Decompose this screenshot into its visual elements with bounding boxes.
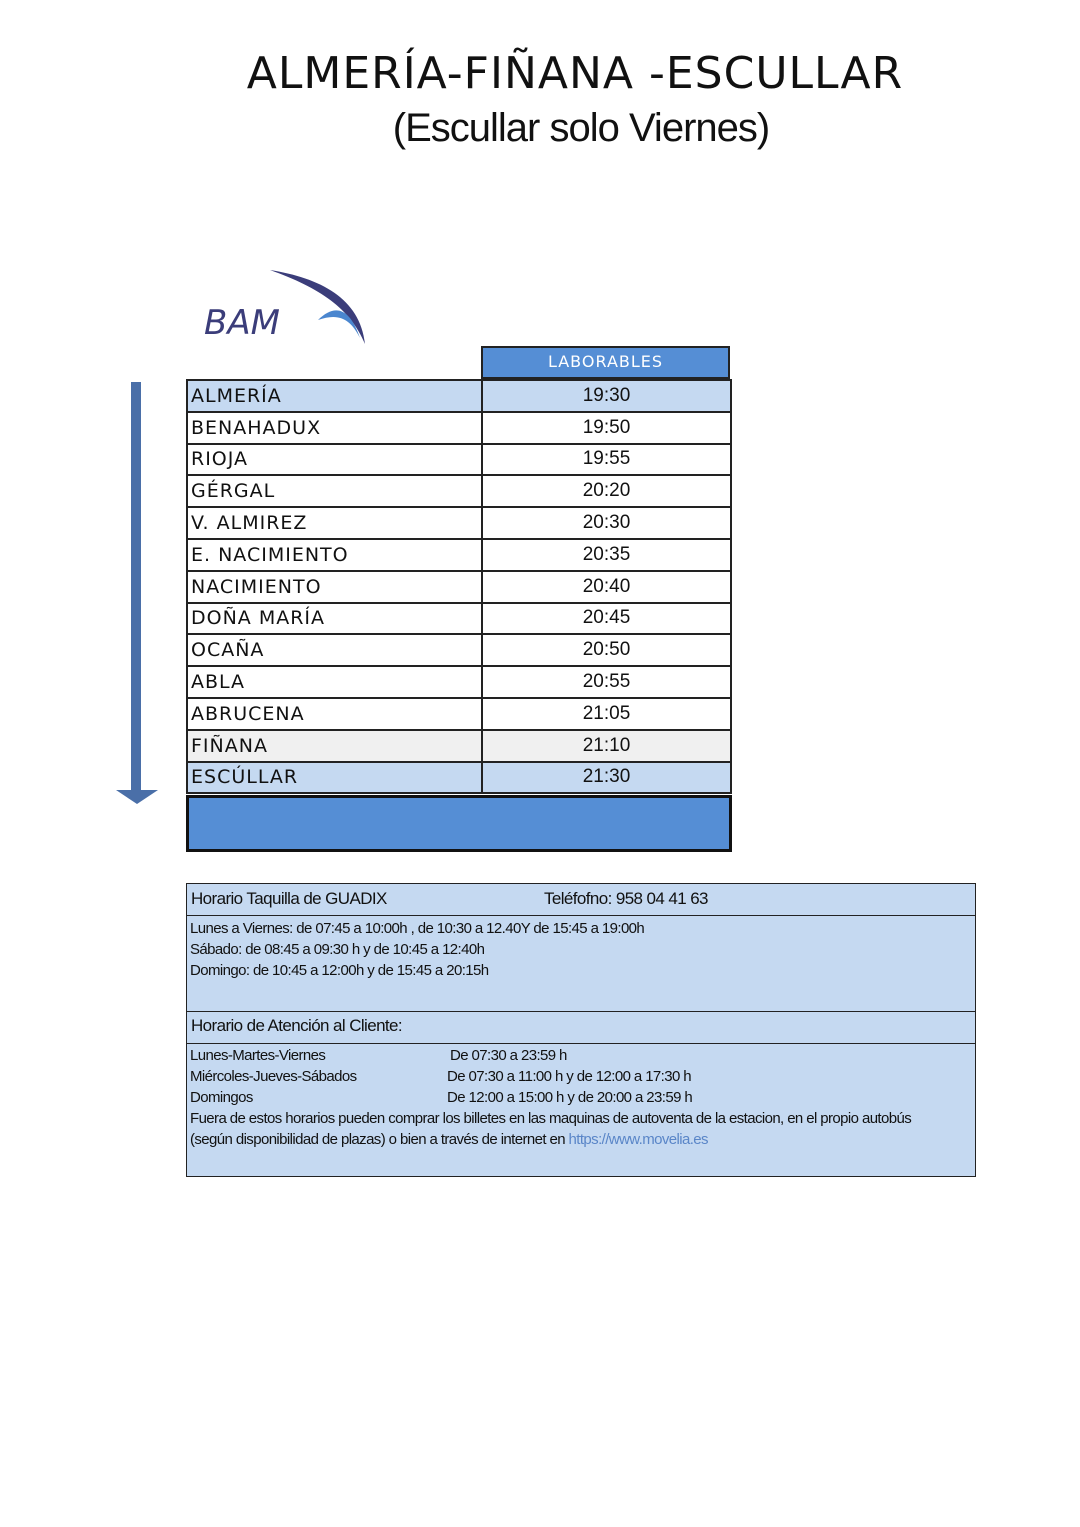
stop-name: GÉRGAL	[187, 475, 482, 507]
bam-logo	[200, 268, 370, 348]
departure-time: 20:30	[482, 507, 731, 539]
purchase-note: Fuera de estos horarios pueden comprar los billetes en las maquinas de autoventa de la estacion, en el propio autobús	[190, 1110, 912, 1127]
departure-time: 19:50	[482, 412, 731, 444]
schedule-row	[187, 603, 731, 635]
schedule-row	[187, 507, 731, 539]
stop-name: DOÑA MARÍA	[187, 603, 482, 635]
logo-text: BAM	[204, 303, 280, 343]
departure-time: 21:10	[482, 730, 731, 762]
stop-name: ALMERÍA	[187, 380, 482, 412]
schedule-row	[187, 475, 731, 507]
stop-name: OCAÑA	[187, 634, 482, 666]
customer-care-title: Horario de Atención al Cliente:	[186, 1011, 976, 1044]
care-row-value: De 07:30 a 23:59 h	[450, 1047, 567, 1064]
direction-arrow-icon	[112, 380, 162, 810]
departure-time: 21:05	[482, 698, 731, 730]
schedule-footer-bar	[186, 795, 732, 852]
schedule-row	[187, 730, 731, 762]
purchase-note-text: (según disponibilidad de plazas) o bien a través de internet en	[190, 1131, 569, 1148]
schedule-column-header: LABORABLES	[481, 346, 730, 379]
hours-weekdays: Lunes a Viernes: de 07:45 a 10:00h , de 10:30 a 12.40Y de 15:45 a 19:00h	[190, 920, 645, 937]
care-row	[190, 1087, 975, 1108]
departure-time: 20:35	[482, 539, 731, 571]
stop-name: E. NACIMIENTO	[187, 539, 482, 571]
stop-name: FIÑANA	[187, 730, 482, 762]
care-row-label: Domingos	[190, 1089, 253, 1106]
departure-time: 20:40	[482, 571, 731, 603]
schedule-row	[187, 762, 731, 794]
departure-time: 21:30	[482, 762, 731, 794]
schedule-row	[187, 380, 731, 412]
purchase-note-cont	[190, 1129, 975, 1150]
ticket-office-title: Horario Taquilla de GUADIX	[191, 889, 387, 908]
hours-sunday: Domingo: de 10:45 a 12:00h y de 15:45 a 20:15h	[190, 962, 489, 979]
schedule-row	[187, 634, 731, 666]
departure-time: 20:45	[482, 603, 731, 635]
phone-number: Teléfofno: 958 04 41 63	[544, 889, 708, 908]
departure-time: 19:55	[482, 444, 731, 476]
stop-name: ESCÚLLAR	[187, 762, 482, 794]
stop-name: RIOJA	[187, 444, 482, 476]
schedule-row	[187, 412, 731, 444]
movelia-link[interactable]: https://www.movelia.es	[568, 1131, 708, 1148]
care-row	[190, 1045, 975, 1066]
stop-name: ABLA	[187, 666, 482, 698]
stop-name: BENAHADUX	[187, 412, 482, 444]
departure-time: 20:55	[482, 666, 731, 698]
care-row-value: De 12:00 a 15:00 h y de 20:00 a 23:59 h	[447, 1089, 693, 1106]
page-title: ALMERÍA-FIÑANA -ESCULLAR	[246, 48, 904, 99]
stop-name: ABRUCENA	[187, 698, 482, 730]
care-row-label: Lunes-Martes-Viernes	[190, 1047, 326, 1064]
schedule-row	[187, 571, 731, 603]
care-row-label: Miércoles-Jueves-Sábados	[190, 1068, 357, 1085]
schedule-row	[187, 539, 731, 571]
page-subtitle: (Escullar solo Viernes)	[392, 106, 770, 150]
stop-name: V. ALMIREZ	[187, 507, 482, 539]
schedule-row	[187, 444, 731, 476]
ticket-office-hours	[186, 915, 976, 1012]
stop-name: NACIMIENTO	[187, 571, 482, 603]
ticket-office-header	[186, 883, 976, 916]
schedule-table	[186, 379, 732, 794]
departure-time: 20:50	[482, 634, 731, 666]
care-row-value: De 07:30 a 11:00 h y de 12:00 a 17:30 h	[447, 1068, 692, 1085]
hours-saturday: Sábado: de 08:45 a 09:30 h y de 10:45 a 12:40h	[190, 941, 485, 958]
departure-time: 20:20	[482, 475, 731, 507]
schedule-row	[187, 698, 731, 730]
care-row	[190, 1066, 975, 1087]
customer-care-hours	[186, 1043, 976, 1177]
departure-time: 19:30	[482, 380, 731, 412]
schedule-row	[187, 666, 731, 698]
